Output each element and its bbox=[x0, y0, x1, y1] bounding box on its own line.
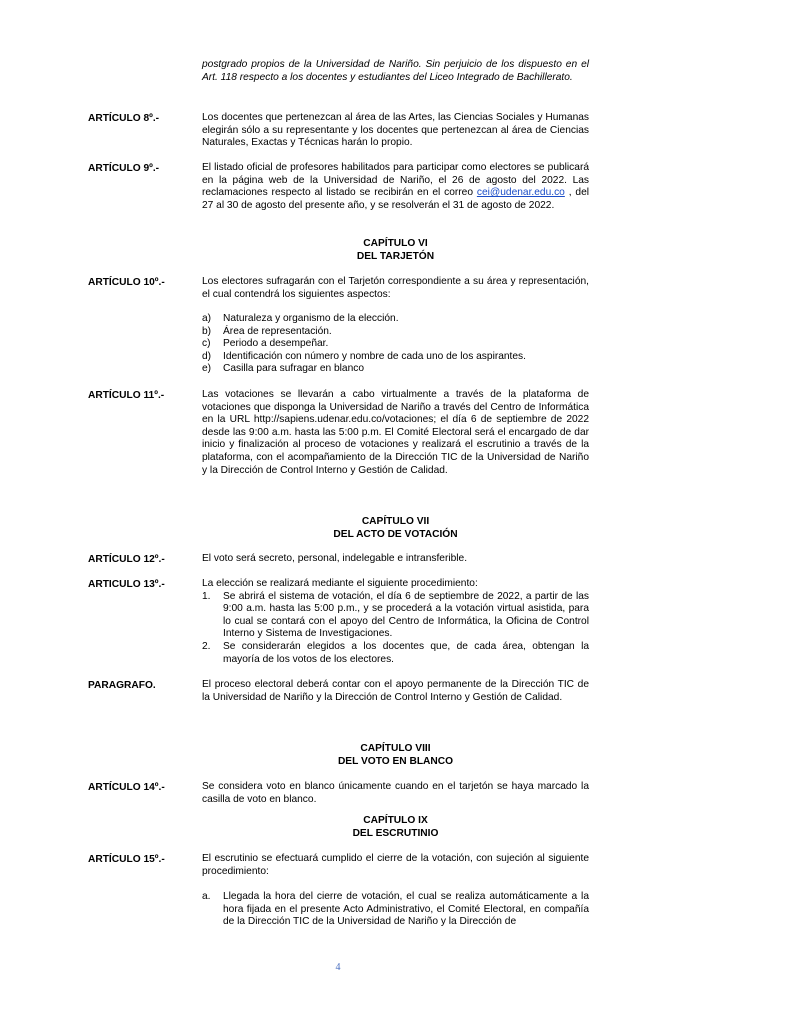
list-item bbox=[202, 338, 589, 351]
intro-paragraph: postgrado propios de la Universidad de Nariño. Sin perjuicio de los dispuesto en el Art. 118 respecto a los docentes y estudiantes del Liceo Integrado de Bachillerato. bbox=[202, 59, 589, 83]
chapter-8-heading bbox=[202, 743, 589, 768]
chapter-6-title: CAPÍTULO VI bbox=[363, 238, 428, 249]
article-14-text: Se considera voto en blanco únicamente cuando en el tarjetón se haya marcado la casilla de voto en blanco. bbox=[202, 781, 589, 805]
article-12-label: ARTÍCULO 12º.- bbox=[88, 554, 165, 565]
chapter-8-subtitle: DEL VOTO EN BLANCO bbox=[337, 755, 454, 767]
article-13-intro: La elección se realizará mediante el siguiente procedimiento: bbox=[202, 578, 478, 589]
chapter-7-heading bbox=[202, 516, 589, 541]
list-marker: d) bbox=[202, 350, 212, 362]
article-15-label: ARTÍCULO 15º.- bbox=[88, 854, 165, 865]
article-10-list bbox=[202, 313, 589, 376]
article-9-label: ARTÍCULO 9º.- bbox=[88, 163, 160, 174]
email-link[interactable]: cei@udenar.edu.co bbox=[476, 187, 565, 199]
list-item-text: Llegada la hora del cierre de votación, el cual se realiza automáticamente a la hora fijada en el presente Acto Administrativo, el Comité Electoral, en compañía de la Dirección TIC de la Universidad de Nariño y la Dirección de bbox=[223, 891, 589, 928]
chapter-9-title: CAPÍTULO IX bbox=[363, 815, 428, 826]
chapter-7-subtitle: DEL ACTO DE VOTACIÓN bbox=[333, 528, 458, 540]
chapter-6-heading bbox=[202, 238, 589, 263]
list-item bbox=[202, 351, 589, 364]
article-9-text bbox=[202, 162, 589, 212]
list-item bbox=[202, 591, 589, 641]
article-8-text: Los docentes que pertenezcan al área de las Artes, las Ciencias Sociales y Humanas elegirán sólo a su representante y los docentes que pertenezcan al área de Ciencias Naturales, Exactas y Técnicas harán lo propio. bbox=[202, 112, 589, 149]
list-item bbox=[202, 363, 589, 376]
list-item bbox=[202, 641, 589, 666]
chapter-8-title: CAPÍTULO VIII bbox=[360, 743, 431, 754]
chapter-9-heading bbox=[202, 815, 589, 840]
article-13-label: ARTICULO 13º.- bbox=[88, 579, 165, 590]
chapter-7-title: CAPÍTULO VII bbox=[361, 516, 430, 527]
article-14-label: ARTÍCULO 14º.- bbox=[88, 782, 165, 793]
article-9-text-after: , del 27 al 30 de agosto del presente año, y se resolverán el 31 de agosto de 2022. bbox=[202, 187, 589, 211]
article-13-text bbox=[202, 578, 589, 666]
list-marker: a. bbox=[202, 891, 211, 902]
article-15-list bbox=[202, 891, 589, 929]
list-marker: 1. bbox=[202, 590, 211, 602]
paragrafo-label: PARAGRAFO. bbox=[88, 680, 156, 691]
list-item-text: Se considerarán elegidos a los docentes que, de cada área, obtengan la mayoría de los votos de los electores. bbox=[223, 640, 589, 665]
list-item bbox=[202, 313, 589, 326]
article-10-text: Los electores sufragarán con el Tarjetón correspondiente a su área y representación, el cual contendrá los siguientes aspectos: bbox=[202, 276, 589, 300]
list-marker: e) bbox=[202, 363, 212, 375]
list-marker: b) bbox=[202, 325, 212, 337]
article-10-label: ARTÍCULO 10º.- bbox=[88, 277, 165, 288]
list-item-text: Casilla para sufragar en blanco bbox=[223, 363, 365, 375]
paragrafo-text: El proceso electoral deberá contar con el apoyo permanente de la Dirección TIC de la Universidad de Nariño y la Dirección de Control Interno y Gestión de Calidad. bbox=[202, 679, 589, 703]
list-item-text: Área de representación. bbox=[223, 325, 332, 337]
article-12-text: El voto será secreto, personal, indelegable e intransferible. bbox=[202, 553, 468, 564]
list-item bbox=[202, 891, 589, 929]
page-number: 4 bbox=[335, 962, 341, 973]
list-marker: a) bbox=[202, 313, 212, 324]
list-marker: 2. bbox=[202, 640, 211, 652]
list-marker: c) bbox=[202, 338, 211, 350]
list-item-text: Naturaleza y organismo de la elección. bbox=[223, 313, 399, 324]
article-15-text: El escrutinio se efectuará cumplido el cierre de la votación, con sujeción al siguiente procedimiento: bbox=[202, 853, 589, 877]
list-item-text: Se abrirá el sistema de votación, el día 6 de septiembre de 2022, a partir de las 9:00 a.m. hasta las 5:00 p.m., y se procederá a la votación virtual asistida, para lo cual se contará con el apoyo del Centro de Informática, la Oficina de Control Interno y Sistema de Investigaciones. bbox=[223, 590, 589, 640]
article-11-text: Las votaciones se llevarán a cabo virtualmente a través de la plataforma de votaciones que disponga la Universidad de Nariño a través del Centro de Informática en la URL http://sapiens.udenar.edu.co/votaciones; el día 6 de septiembre de 2022 desde las 9:00 a.m. hasta las 5:00 p.m. El Comité Electoral será el encargado de dar inicio y finalización al proceso de votaciones y realizará el escrutinio a través de la plataforma, con el acompañamiento de la Dirección TIC de la Universidad de Nariño y la Dirección de Control Interno y Gestión de Calidad. bbox=[202, 389, 589, 476]
article-8-label: ARTÍCULO 8º.- bbox=[88, 113, 160, 124]
article-9-text-before: El listado oficial de profesores habilitados para participar como electores se publicará en la página web de la Universidad de Nariño, el 26 de agosto del 2022. Las reclamaciones respecto al listado se recibirán en el correo bbox=[202, 162, 589, 199]
chapter-9-subtitle: DEL ESCRUTINIO bbox=[352, 827, 439, 839]
list-item bbox=[202, 326, 589, 339]
article-11-label: ARTÍCULO 11º.- bbox=[88, 390, 165, 401]
list-item-text: Identificación con número y nombre de cada uno de los aspirantes. bbox=[223, 350, 526, 362]
list-item-text: Periodo a desempeñar. bbox=[223, 338, 329, 350]
chapter-6-subtitle: DEL TARJETÓN bbox=[356, 250, 435, 262]
